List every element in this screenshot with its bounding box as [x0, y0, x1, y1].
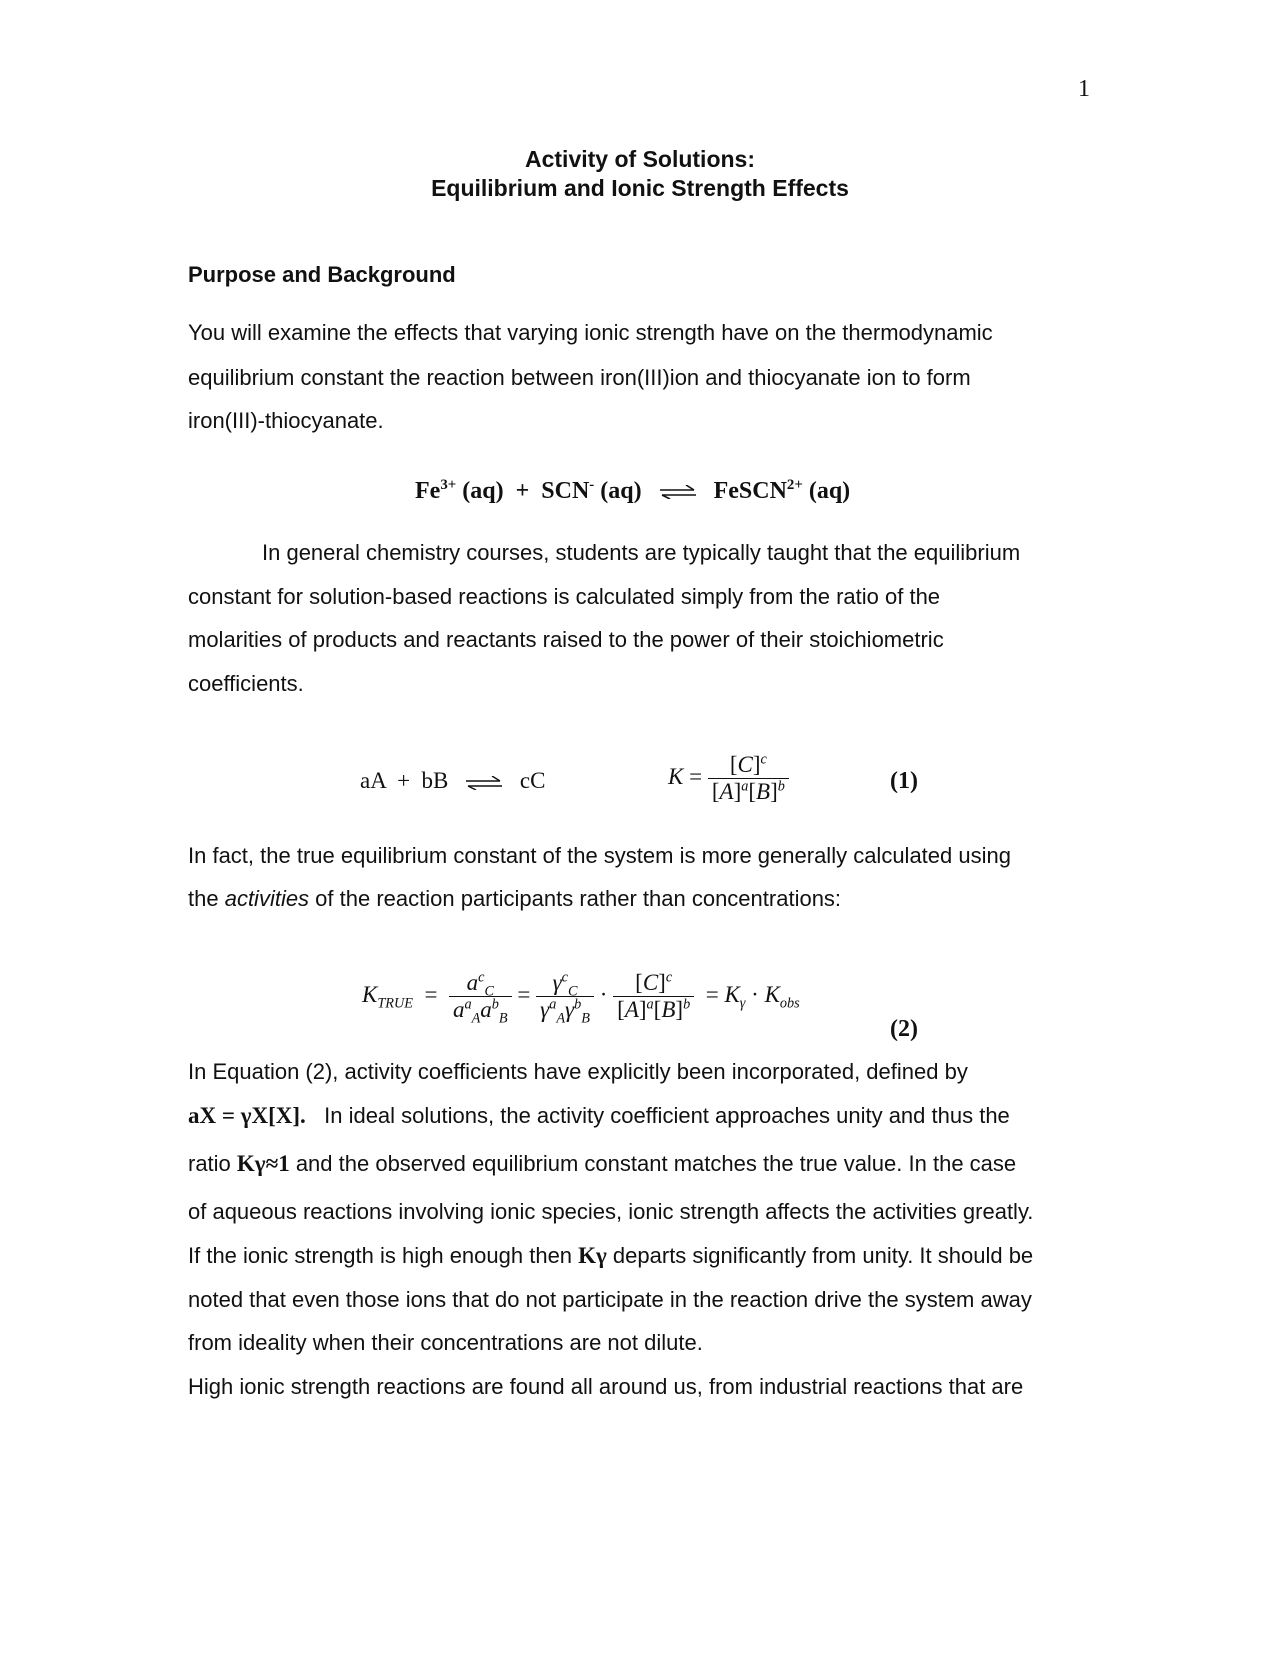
phase-1: (aq)	[462, 478, 504, 504]
product-charge: 2+	[786, 477, 803, 493]
para3-line-1: In fact, the true equilibrium constant of the system is more generally calculated using	[188, 843, 1011, 868]
equation-2: $K_{TRUE}$ = $\frac{a^c_C}{a^a_Aa^b_B}$ = $\frac{\gamma^c_C}{\gamma^a_A\gamma^b_B}$ · $\frac{[C]^c}{[A]^a[B]^b}$ = $K_\gamma \cdot K_{obs}$	[362, 969, 800, 1027]
equation-2-label: (2)	[890, 1016, 918, 1042]
iron-charge: 3+	[440, 477, 457, 493]
eq2-k-obs-subscript: obs	[779, 995, 800, 1012]
phase-3: (aq)	[808, 478, 851, 504]
phase-2: (aq)	[600, 478, 642, 504]
para4-line-2-text: In ideal solutions, the activity coefficient approaches unity and thus the	[324, 1103, 1010, 1128]
para4-line-5-end: departs significantly from unity. It should be	[606, 1243, 1034, 1268]
para4-line-6: noted that even those ions that do not participate in the reaction drive the system away	[188, 1287, 1032, 1312]
title-line-2: Equilibrium and Ionic Strength Effects	[431, 175, 849, 201]
eq2-k-gamma-subscript: γ	[739, 995, 746, 1012]
equation-1-expression	[668, 752, 789, 805]
equation-1-reaction	[360, 768, 545, 794]
reaction-equation	[415, 478, 850, 505]
intro-line-3: iron(III)-thiocyanate.	[188, 408, 384, 433]
eq2-dot: ·	[751, 981, 759, 1007]
eq1-lhs-b: bB	[421, 768, 449, 793]
para4-line-2	[188, 1103, 1010, 1129]
para2-line-2: constant for solution-based reactions is calculated simply from the ratio of the	[188, 584, 941, 609]
intro-line-1: You will examine the effects that varying ionic strength have on the thermodynamic	[188, 320, 993, 345]
para2-line-1: In general chemistry courses, students are typically taught that the equilibrium	[262, 540, 1021, 565]
para4-line-7: from ideality when their concentrations are not dilute.	[188, 1330, 703, 1355]
product-complex: FeSCN	[713, 478, 787, 504]
para3-line-2	[188, 886, 841, 912]
eq2-k-gamma: K	[724, 981, 740, 1007]
section-heading: Purpose and Background	[188, 262, 456, 287]
activity-definition: aX = γX[X].	[188, 1103, 306, 1128]
eq1-lhs-a: aA	[360, 768, 386, 793]
intro-line-2: equilibrium constant the reaction between iron(III)ion and thiocyanate ion to form	[188, 365, 971, 390]
para2-line-3: molarities of products and reactants raised to the power of their stoichiometric	[188, 627, 944, 652]
para4-line-8: High ionic strength reactions are found all around us, from industrial reactions that are	[188, 1374, 1024, 1399]
para4-line-1: In Equation (2), activity coefficients have explicitly been incorporated, defined by	[188, 1059, 968, 1084]
para4-line-5	[188, 1243, 1033, 1269]
para4-line-5-start: If the ionic strength is high enough then	[188, 1243, 579, 1268]
eq1-numerator: $[C]^c$	[729, 751, 767, 777]
eq1-fraction	[708, 752, 789, 805]
title-line-1: Activity of Solutions:	[525, 146, 755, 172]
eq1-equals: =	[689, 763, 703, 789]
para2-line-4: coefficients.	[188, 671, 304, 696]
para3-line-2-end: of the reaction participants rather than concentrations:	[309, 886, 842, 911]
eq2-k-true-subscript: TRUE	[377, 995, 413, 1012]
k-gamma-approx-one: Kγ≈1	[236, 1151, 290, 1176]
para4-line-3	[188, 1151, 1016, 1177]
activities-emphasis: activities	[224, 886, 310, 911]
para4-line-4: of aqueous reactions involving ionic species, ionic strength affects the activities greatly.	[188, 1199, 1034, 1224]
plus-sign: +	[515, 478, 530, 504]
eq2-activity-fraction: $\frac{a^c_C}{a^a_Aa^b_B}$	[449, 970, 512, 1023]
para4-line-3-start: ratio	[188, 1151, 237, 1176]
k-gamma-symbol: Kγ	[578, 1243, 607, 1268]
equation-1-label: (1)	[890, 768, 918, 794]
eq1-plus: +	[397, 768, 411, 793]
equilibrium-arrow-icon	[464, 776, 504, 790]
eq2-k-true: K	[362, 981, 378, 1007]
reactant-thiocyanate: SCN	[541, 478, 590, 504]
eq2-concentration-fraction: $\frac{[C]^c}{[A]^a[B]^b}$	[613, 970, 694, 1023]
thiocyanate-charge: -	[589, 477, 595, 493]
eq1-denominator: $[A]^a[B]^b$	[708, 778, 789, 805]
eq1-k: K	[668, 763, 684, 789]
eq2-k-obs: K	[764, 981, 780, 1007]
reactant-iron: Fe	[415, 478, 441, 504]
para3-line-2-start: the	[188, 886, 225, 911]
page-number: 1	[1078, 76, 1090, 102]
eq1-rhs: cC	[519, 768, 546, 793]
para4-line-3-end: and the observed equilibrium constant matches the true value. In the case	[289, 1151, 1017, 1176]
eq2-gamma-fraction: $\frac{\gamma^c_C}{\gamma^a_A\gamma^b_B}$	[536, 970, 594, 1023]
equilibrium-arrow-icon	[658, 485, 698, 499]
